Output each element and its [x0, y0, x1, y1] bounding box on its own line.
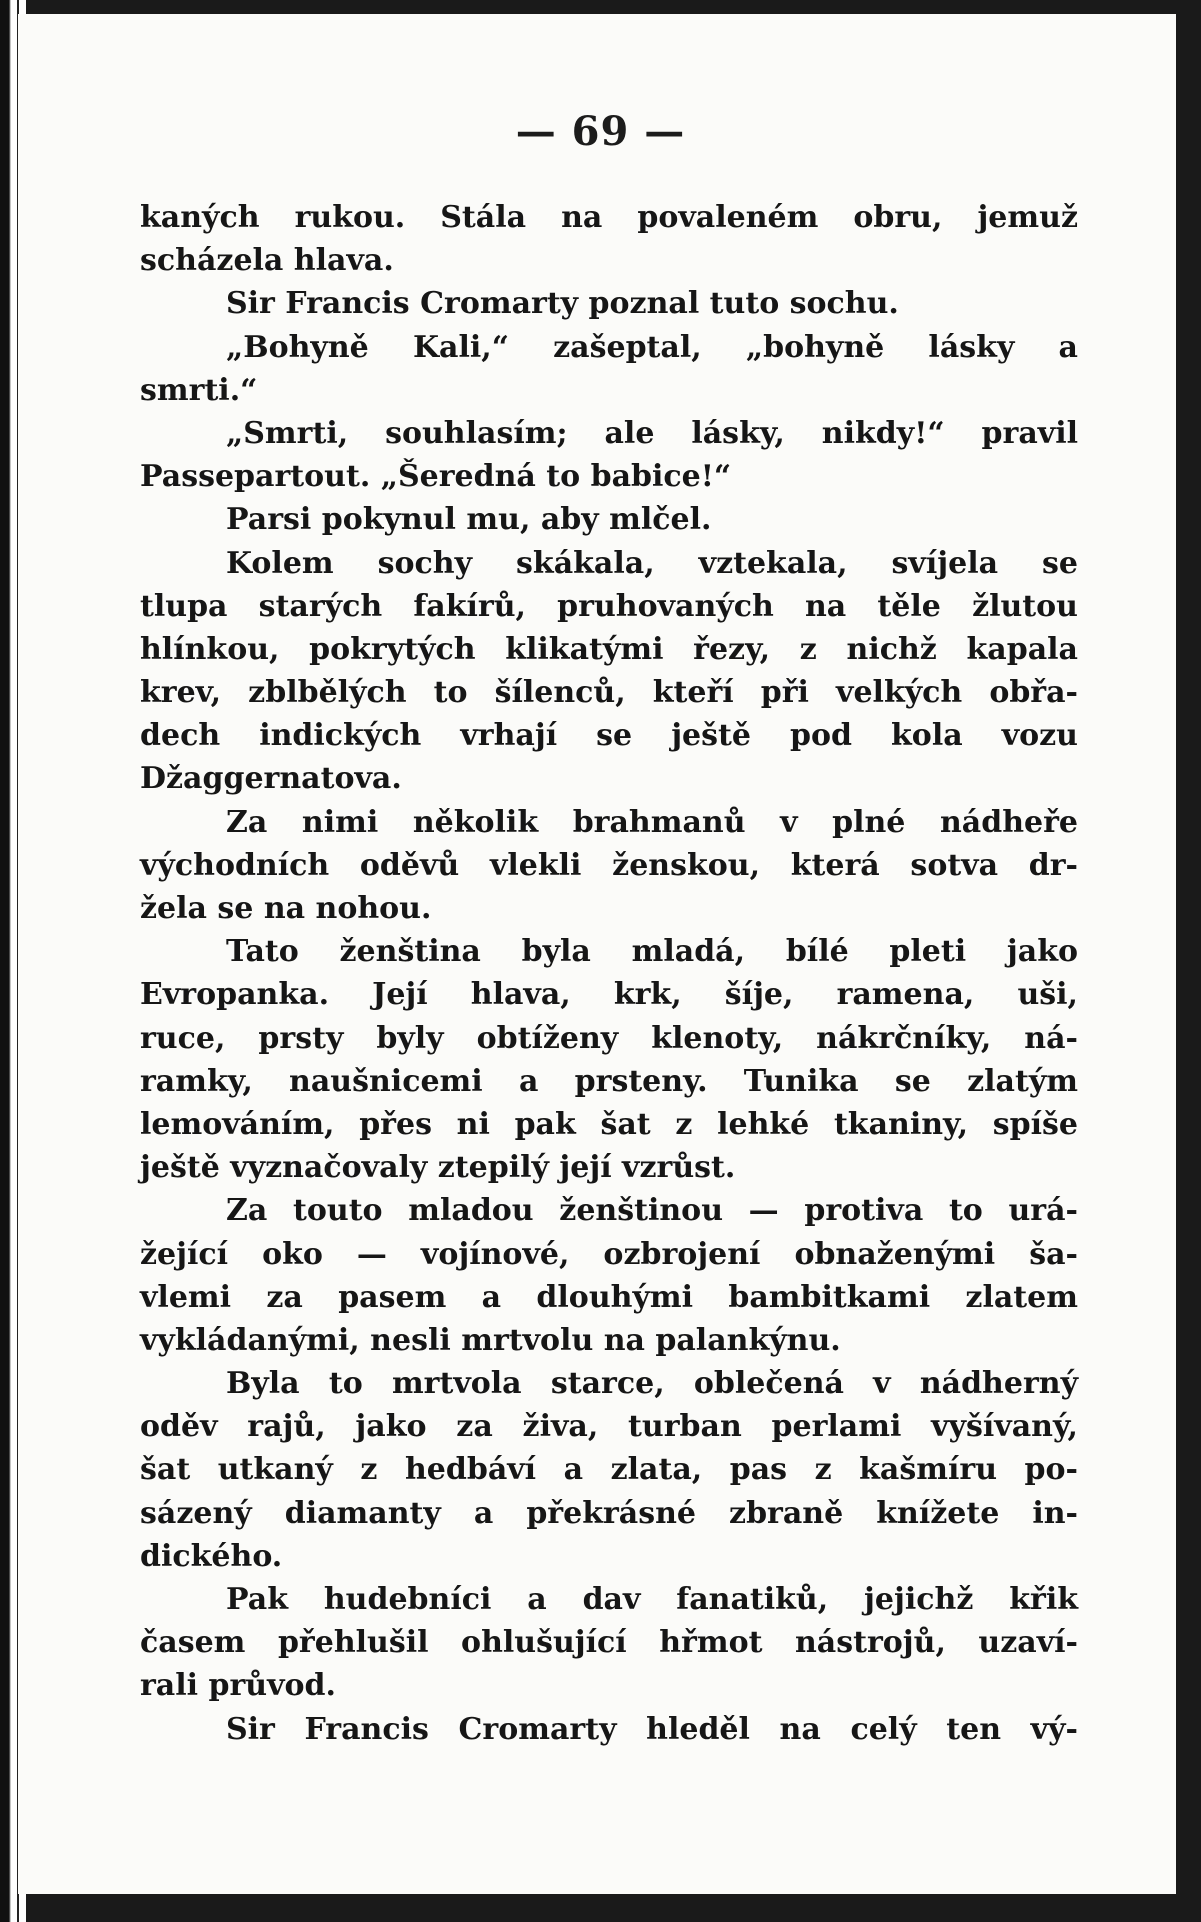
- text-line: Kolem sochy skákala, vztekala, svíjela se: [226, 545, 1078, 581]
- text-line: sázený diamanty a překrásné zbraně knížete in-: [140, 1495, 1078, 1531]
- text-line: časem přehlušil ohlušující hřmot nástrojů, uzaví-: [140, 1625, 1078, 1661]
- text-line: smrti.“: [140, 372, 258, 408]
- text-line: ramky, naušnicemi a prsteny. Tunika se zlatým: [140, 1063, 1078, 1099]
- text-line: východních oděvů vlekli ženskou, která sotva dr-: [140, 847, 1078, 883]
- text-line: ruce, prsty byly obtíženy klenoty, nákrčníky, ná-: [140, 1020, 1078, 1056]
- text-line: vlemi za pasem a dlouhými bambitkami zlatem: [140, 1279, 1078, 1315]
- text-line: scházela hlava.: [140, 243, 394, 279]
- text-line: žející oko — vojínové, ozbrojení obnaženými ša-: [140, 1236, 1078, 1272]
- text-line: ještě vyznačovaly ztepilý její vzrůst.: [140, 1150, 736, 1186]
- text-line: vykládanými, nesli mrtvolu na palankýnu.: [140, 1322, 841, 1358]
- text-line: oděv rajů, jako za živa, turban perlami vyšívaný,: [140, 1409, 1078, 1445]
- text-line: Za touto mladou ženštinou — protiva to urá-: [226, 1193, 1078, 1229]
- text-line: rali průvod.: [140, 1668, 336, 1704]
- text-line: Sir Francis Cromarty hleděl na celý ten vý-: [226, 1711, 1078, 1747]
- text-line: Parsi pokynul mu, aby mlčel.: [226, 502, 712, 538]
- text-line: Pak hudebníci a dav fanatiků, jejichž křik: [226, 1582, 1078, 1617]
- text-line: Byla to mrtvola starce, oblečená v nádherný: [226, 1366, 1078, 1402]
- page-number: — 69 —: [515, 108, 686, 155]
- text-line: tlupa starých fakírů, pruhovaných na těle žlutou: [140, 588, 1078, 624]
- text-line: Džaggernatova.: [140, 761, 402, 797]
- text-line: „Smrti, souhlasím; ale lásky, nikdy!“ pravil: [226, 415, 1078, 451]
- text-line: „Bohyně Kali,“ zašeptal, „bohyně lásky a: [226, 329, 1078, 365]
- text-line: Sir Francis Cromarty poznal tuto sochu.: [226, 286, 899, 322]
- text-line: kaných rukou. Stála na povaleném obru, jemuž: [140, 200, 1078, 235]
- text-line: Tato ženština byla mladá, bílé pleti jako: [226, 934, 1078, 970]
- text-line: Za nimi několik brahmanů v plné nádheře: [226, 804, 1078, 840]
- text-line: hlínkou, pokrytých klikatými řezy, z nichž kapala: [140, 631, 1078, 667]
- text-line: Passepartout. „Šeredná to babice!“: [140, 459, 732, 495]
- text-line: dického.: [140, 1538, 283, 1574]
- text-line: žela se na nohou.: [140, 891, 432, 926]
- text-line: krev, zblbělých to šílenců, kteří při velkých obřa-: [140, 675, 1078, 711]
- text-line: šat utkaný z hedbáví a zlata, pas z kašmíru po-: [140, 1452, 1078, 1488]
- text-line: Evropanka. Její hlava, krk, šíje, ramena, uši,: [140, 977, 1078, 1013]
- text-line: dech indických vrhají se ještě pod kola vozu: [140, 718, 1078, 754]
- text-line: lemováním, přes ni pak šat z lehké tkaniny, spíše: [140, 1106, 1078, 1142]
- body-text: [140, 196, 1078, 1751]
